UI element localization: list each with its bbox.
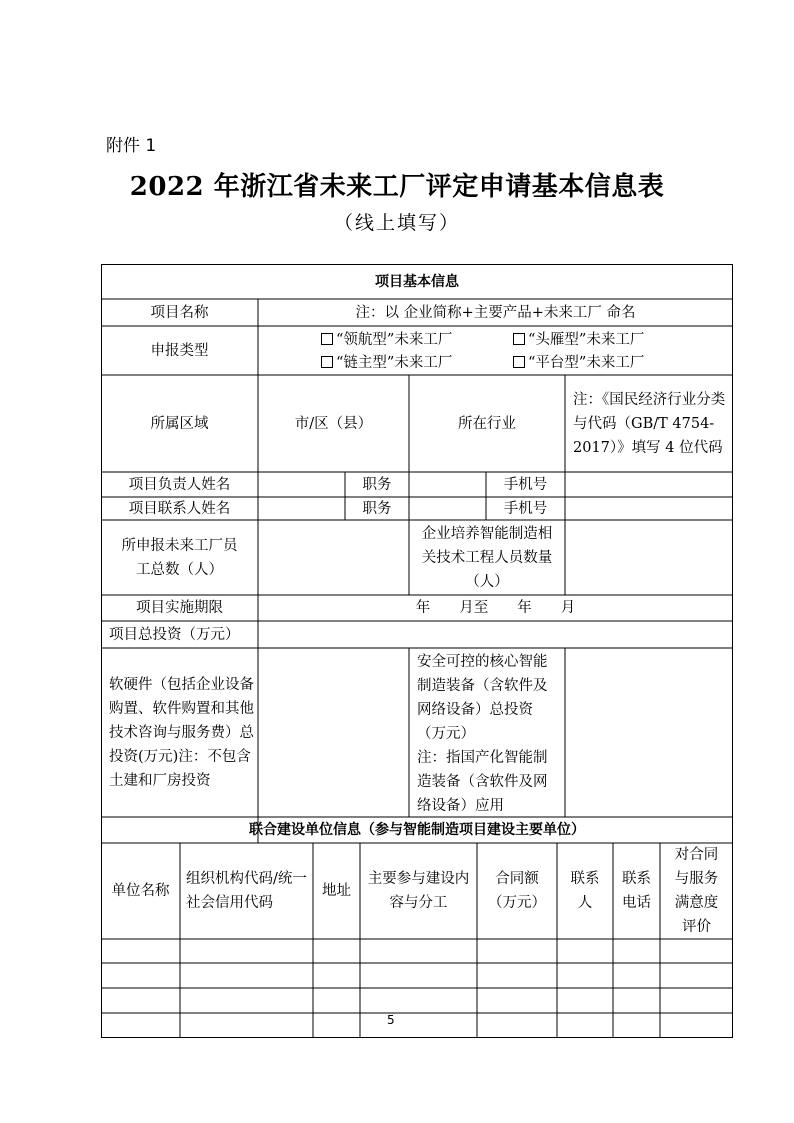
leader-position-label: 职务	[362, 476, 392, 493]
attachment-label: 附件 1	[106, 136, 157, 156]
table-row[interactable]	[101, 988, 733, 1013]
section-joint-units: 联合建设单位信息（参与智能制造项目建设主要单位）	[249, 822, 585, 838]
col-contract-amount: 合同额（万元）	[488, 871, 546, 911]
page-number: 5	[387, 1013, 395, 1027]
type-option-touYan[interactable]: “头雁型”未来工厂	[513, 328, 644, 349]
col-satisfaction: 对合同与服务满意度评价	[674, 847, 719, 935]
type-option-pingTai[interactable]: “平台型”未来工厂	[513, 351, 644, 372]
contact-position-field[interactable]	[409, 497, 486, 520]
hardware-investment-label: 软硬件（包括企业设备购置、软件购置和其他技术咨询与服务费）总投资(万元)注：不包含土建和厂房投资	[109, 676, 254, 789]
contact-name-label: 项目联系人姓名	[128, 500, 231, 517]
info-form-table	[101, 264, 733, 1038]
leader-phone-field[interactable]	[565, 472, 733, 497]
type-label: 申报类型	[150, 342, 209, 359]
leader-name-label: 项目负责人姓名	[128, 476, 231, 493]
checkbox-icon	[321, 356, 333, 368]
contact-name-field[interactable]	[258, 497, 345, 520]
secure-equipment-label: 安全可控的核心智能制造装备（含软件及网络设备）总投资（万元） 注：指国产化智能制造装备（含软件及网络设备）应用	[417, 654, 548, 814]
contact-position-label: 职务	[362, 500, 392, 517]
page-title: 2022 年浙江省未来工厂评定申请基本信息表	[129, 172, 665, 202]
table-row[interactable]	[101, 963, 733, 988]
hardware-investment-field[interactable]	[258, 648, 409, 817]
region-label: 所属区域	[150, 415, 209, 432]
industry-label: 所在行业	[458, 415, 516, 432]
staff-total-label: 所申报未来工厂员工总数（人）	[121, 537, 238, 578]
col-participation: 主要参与建设内容与分工	[367, 871, 470, 911]
contact-phone-label: 手机号	[503, 500, 548, 517]
period-label: 项目实施期限	[136, 600, 223, 616]
staff-total-field[interactable]	[258, 520, 409, 595]
checkbox-icon	[513, 356, 525, 368]
tech-staff-field[interactable]	[565, 520, 733, 595]
tech-staff-label: 企业培养智能制造相关技术工程人员数量（人）	[421, 525, 553, 590]
period-field[interactable]: 年 月至 年 月	[415, 600, 576, 616]
investment-label: 项目总投资（万元）	[109, 626, 240, 643]
project-name-field[interactable]: 注：以 企业简称+主要产品+未来工厂 命名	[355, 304, 636, 321]
leader-phone-label: 手机号	[503, 476, 548, 493]
col-credit-code: 组织机构代码/统一社会信用代码	[186, 871, 307, 911]
col-contact-phone: 联系电话	[622, 871, 651, 911]
type-option-lianZhu[interactable]: “链主型”未来工厂	[321, 351, 452, 372]
region-field[interactable]: 市/区（县）	[294, 415, 373, 432]
investment-field[interactable]	[258, 621, 733, 648]
project-name-label: 项目名称	[150, 304, 209, 321]
leader-position-field[interactable]	[409, 472, 486, 497]
col-address: 地址	[322, 883, 351, 899]
contact-phone-field[interactable]	[565, 497, 733, 520]
col-contact-person: 联系人	[570, 871, 600, 911]
table-row[interactable]	[101, 1013, 733, 1038]
checkbox-icon	[513, 333, 525, 345]
col-unit-name: 单位名称	[111, 883, 170, 899]
checkbox-icon	[321, 333, 333, 345]
secure-equipment-field[interactable]	[565, 648, 733, 817]
section-basic-info: 项目基本信息	[375, 273, 459, 290]
leader-name-field[interactable]	[258, 472, 345, 497]
page-subtitle: （线上填写）	[333, 212, 460, 234]
table-row[interactable]	[101, 939, 733, 963]
industry-field[interactable]: 注：《国民经济行业分类与代码（GB/T 4754-2017）》填写 4 位代码	[573, 391, 726, 456]
type-option-lingHang[interactable]: “领航型”未来工厂	[321, 328, 452, 349]
